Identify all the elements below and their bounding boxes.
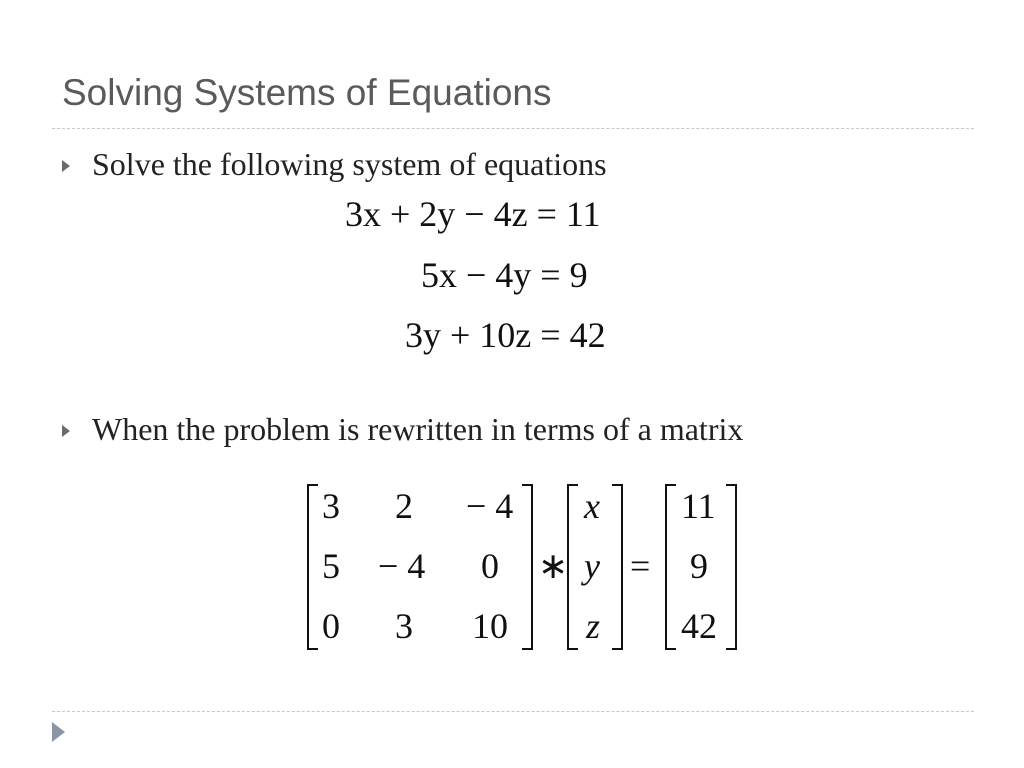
bullet-text: Solve the following system of equations <box>92 146 607 182</box>
variable-cell: z <box>586 606 601 646</box>
variable-cell: y <box>584 546 600 586</box>
matrix-cell: 3 <box>395 606 413 646</box>
next-slide-icon[interactable] <box>52 722 65 742</box>
matrix-cell: 2 <box>395 486 413 526</box>
constant-cell: 42 <box>681 606 717 646</box>
matrix-cell: 0 <box>322 606 340 646</box>
equation-3: 3y + 10z = 42 <box>405 315 606 355</box>
bullet-text: When the problem is rewritten in terms of a matrix <box>92 411 744 447</box>
matrix-cell: 0 <box>481 546 499 586</box>
constant-cell: 9 <box>690 546 708 586</box>
matrix-cell: 5 <box>322 546 340 586</box>
bullet-arrow-icon <box>62 160 70 172</box>
multiply-symbol: ∗ <box>538 546 569 586</box>
equals-symbol: = <box>630 546 651 586</box>
bullet-arrow-icon <box>62 425 70 437</box>
title-divider <box>52 128 974 129</box>
matrix-cell: 10 <box>472 606 508 646</box>
variable-cell: x <box>584 486 600 526</box>
equation-2: 5x − 4y = 9 <box>421 255 588 295</box>
matrix-cell: 3 <box>322 486 340 526</box>
footer-divider <box>52 711 974 712</box>
slide-title: Solving Systems of Equations <box>62 72 552 113</box>
constant-cell: 11 <box>681 486 716 526</box>
matrix-cell: − 4 <box>466 486 514 526</box>
matrix-cell: − 4 <box>378 546 426 586</box>
bullet-item <box>62 146 607 183</box>
equation-1: 3x + 2y − 4z = 11 <box>345 194 601 234</box>
bullet-item <box>62 411 743 448</box>
